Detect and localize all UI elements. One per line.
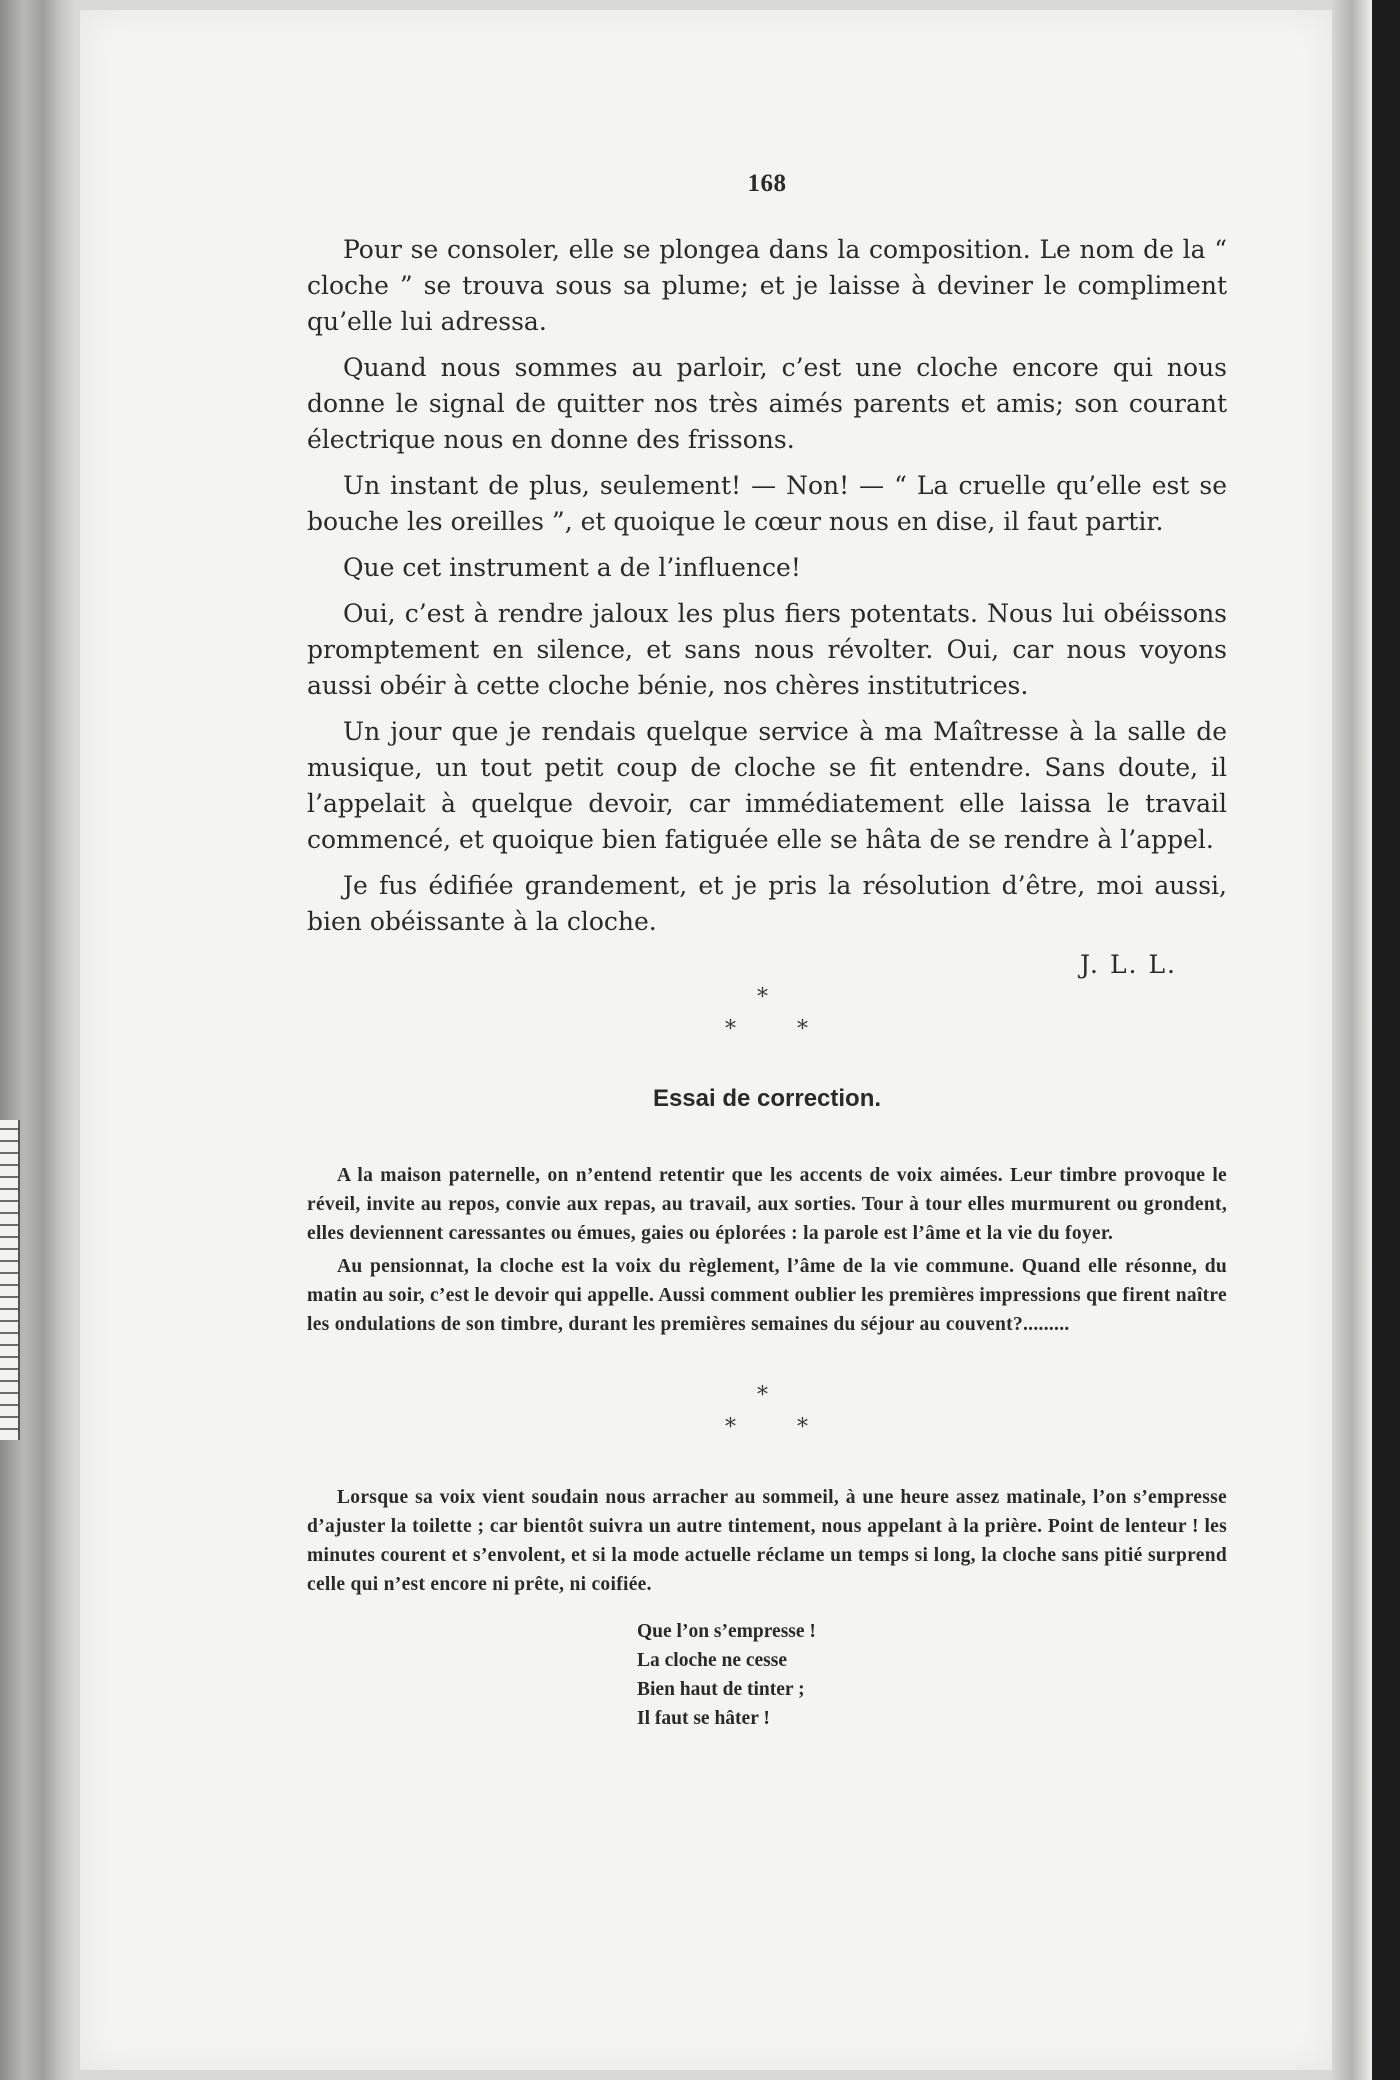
poem-line: Il faut se hâter ! xyxy=(637,1708,770,1729)
asterism-divider xyxy=(307,985,1227,1055)
poem-line: La cloche ne cesse xyxy=(637,1650,788,1671)
poem-stanza xyxy=(637,1617,1227,1733)
asterisk: * xyxy=(725,1017,736,1042)
paragraph: Que cet instrument a de l’influence! xyxy=(343,553,801,582)
asterism-divider xyxy=(307,1383,1227,1453)
paragraph: A la maison paternelle, on n’entend retentir que les accents de voix aimées. Leur timbre provoque le réveil, invite au repos, convie aux repas, au travail, aux sorties. Tour à tour elles murmurent ou grondent, elles deviennent caressantes ou émues, gaies ou éplorées : la parole est l’âme et la vie du foyer. xyxy=(307,1165,1227,1244)
closing-text-block xyxy=(307,1483,1227,1599)
section-title: Essai de correction. xyxy=(652,1085,882,1112)
paragraph: Lorsque sa voix vient soudain nous arracher au sommeil, à une heure assez matinale, l’on s’empresse d’ajuster la toilette ; car bientôt suivra un autre tintement, nous appelant à la prière. Point de lenteur ! les minutes courent et s’envolent, et si la mode actuelle réclame un temps si long, la cloche sans pitié surprend celle qui n’est encore ni prête, ni coifiée. xyxy=(307,1487,1227,1595)
author-signature: J. L. L. xyxy=(1079,950,1177,979)
scan-edge-right xyxy=(1372,0,1400,2080)
opening-text-block xyxy=(307,232,1227,940)
paragraph: Pour se consoler, elle se plongea dans la composition. Le nom de la “ cloche ” se trouva sous sa plume; et je laisse à deviner le compliment qu’elle lui adressa. xyxy=(307,235,1227,336)
asterisk: * xyxy=(757,985,768,1010)
asterisk: * xyxy=(725,1415,736,1440)
page-number: 168 xyxy=(747,170,787,197)
paragraph: Je fus édifiée grandement, et je pris la résolution d’être, moi aussi, bien obéissante à la cloche. xyxy=(307,871,1227,936)
paragraph: Un jour que je rendais quelque service à ma Maîtresse à la salle de musique, un tout petit coup de cloche se fit entendre. Sans doute, il l’appelait à quelque devoir, car immédiatement elle laissa le travail commencé, et quoique bien fatiguée elle se hâta de se rendre à l’appel. xyxy=(307,717,1227,854)
poem-line: Bien haut de tinter ; xyxy=(637,1679,805,1700)
asterisk: * xyxy=(797,1415,808,1440)
paragraph: Un instant de plus, seulement! — Non! — “ La cruelle qu’elle est se bouche les oreilles ”, et quoique le cœur nous en dise, il faut partir. xyxy=(307,471,1227,536)
book-gutter-right xyxy=(1332,0,1372,2080)
correction-text-block xyxy=(307,1161,1227,1339)
poem-line: Que l’on s’empresse ! xyxy=(637,1621,816,1642)
asterisk: * xyxy=(797,1017,808,1042)
book-binding-left xyxy=(0,0,78,2080)
paragraph: Au pensionnat, la cloche est la voix du règlement, l’âme de la vie commune. Quand elle résonne, du matin au soir, c’est le devoir qui appelle. Aussi comment oublier les premières impressions que firent naître les ondulations de son timbre, durant les premières semaines du séjour au couvent?......... xyxy=(307,1256,1227,1335)
paragraph: Quand nous sommes au parloir, c’est une cloche encore qui nous donne le signal de quitter nos très aimés parents et amis; son courant électrique nous en donne des frissons. xyxy=(307,353,1227,454)
asterisk: * xyxy=(757,1383,768,1408)
scale-ruler xyxy=(0,1120,20,1440)
paragraph: Oui, c’est à rendre jaloux les plus fiers potentats. Nous lui obéissons promptement en silence, et sans nous révolter. Oui, car nous voyons aussi obéir à cette cloche bénie, nos chères institutrices. xyxy=(307,599,1227,700)
page-content xyxy=(307,170,1227,1733)
